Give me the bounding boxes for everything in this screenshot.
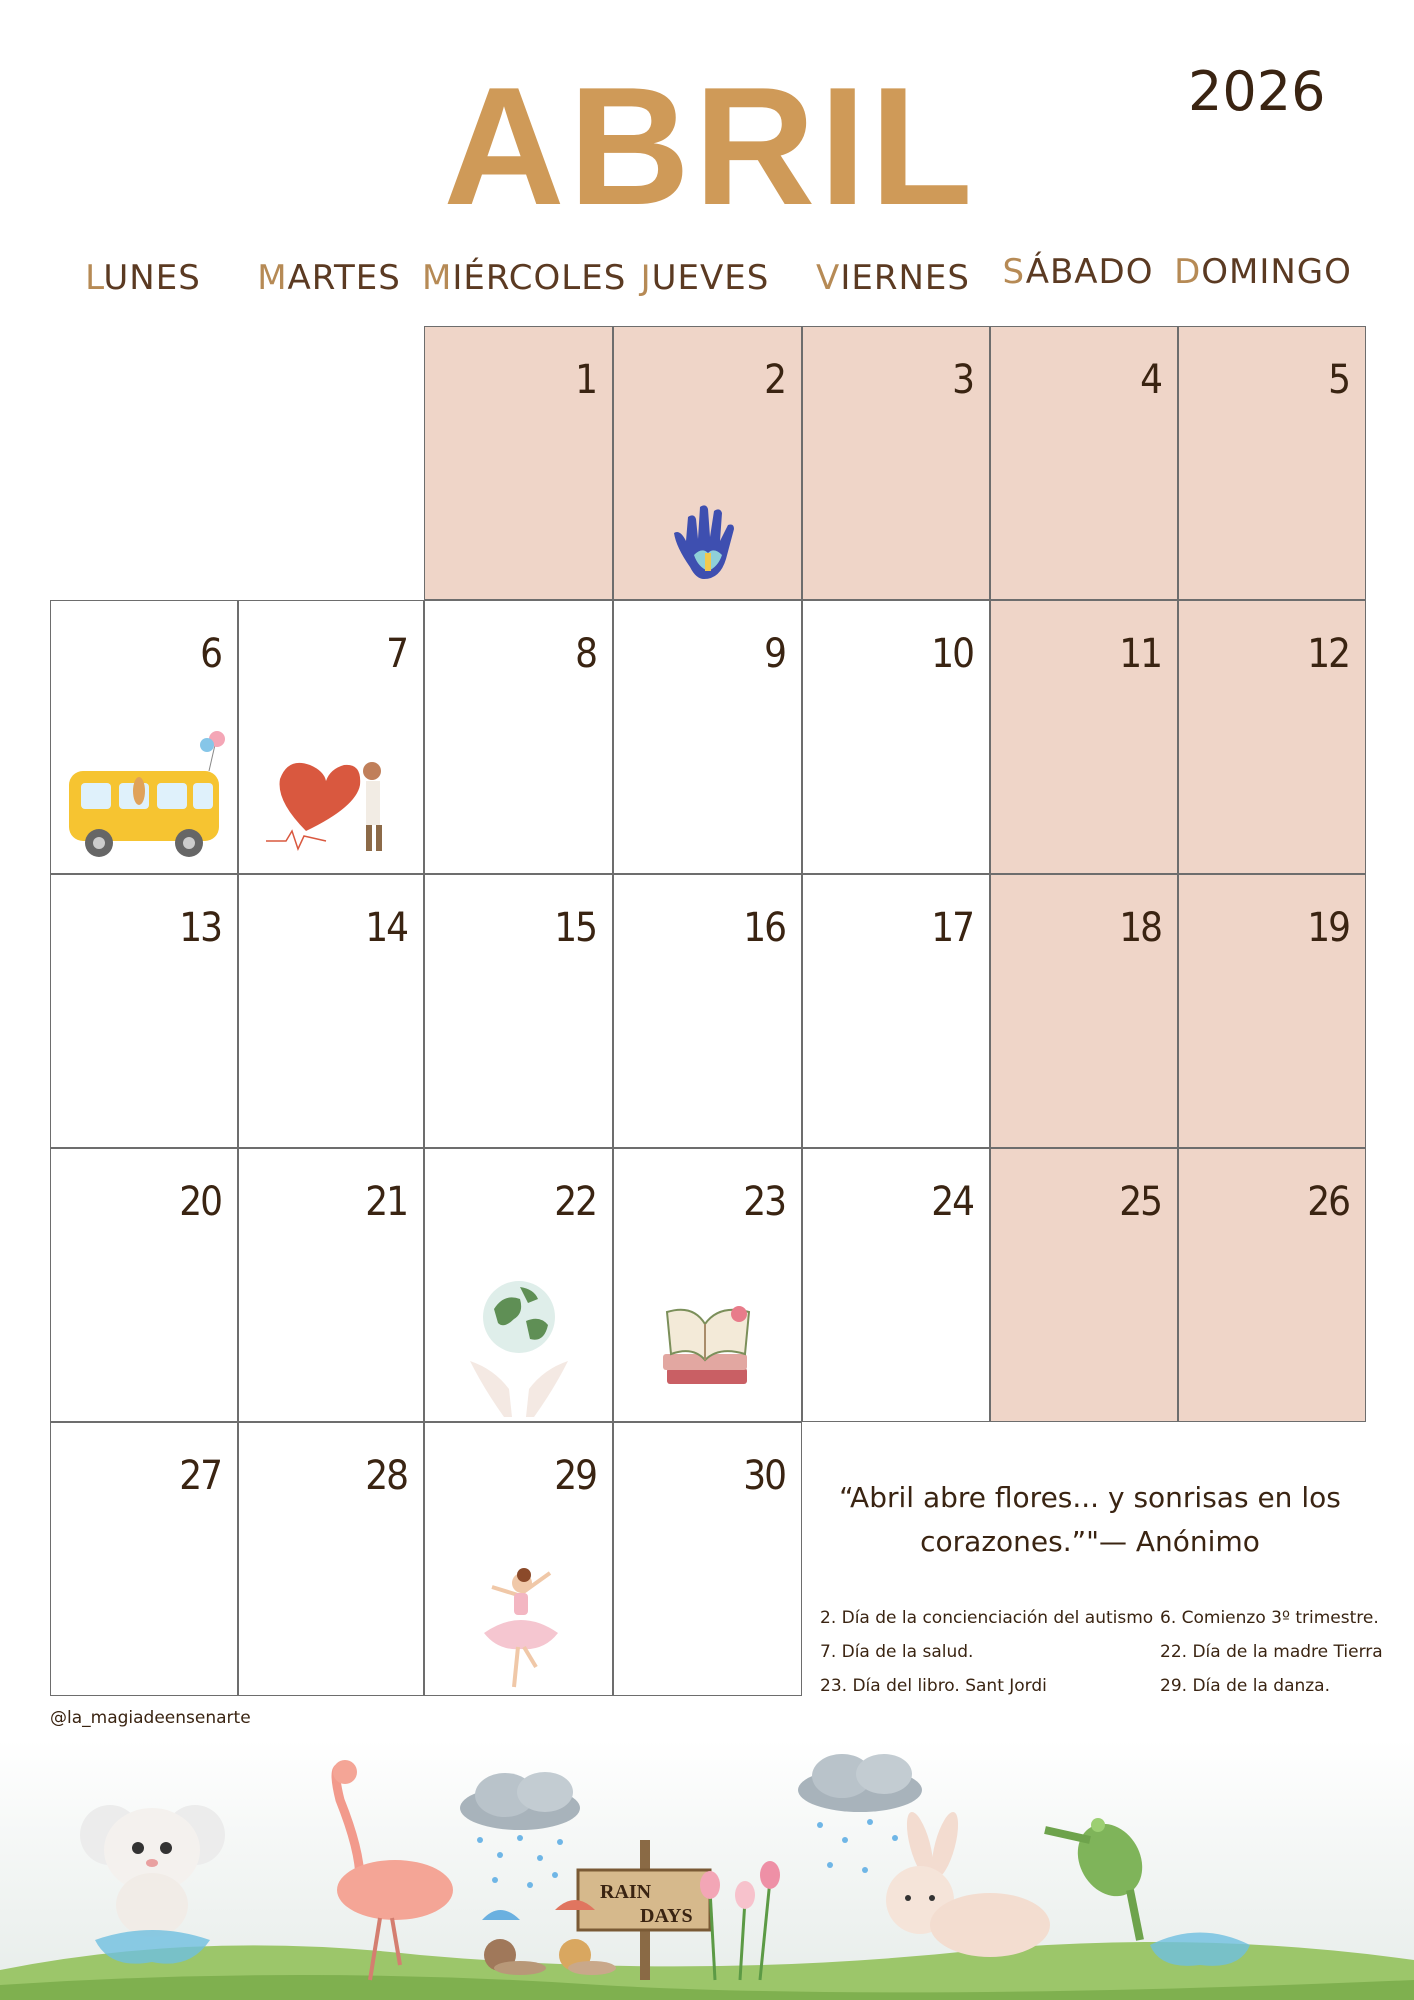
- calendar-day-cell[interactable]: [802, 326, 990, 600]
- event-item: 2. Día de la concienciación del autismo: [820, 1608, 1154, 1628]
- day-number: 26: [1307, 1179, 1349, 1225]
- weekday-tuesday: MARTES: [257, 258, 401, 298]
- day-number: 19: [1307, 905, 1349, 951]
- day-number: 28: [365, 1453, 407, 1499]
- calendar-day-cell[interactable]: [1178, 874, 1366, 1148]
- sign-text-rain: RAIN: [600, 1881, 652, 1903]
- calendar-day-cell[interactable]: [50, 600, 238, 874]
- earth-hands-icon: [425, 1269, 612, 1423]
- calendar-day-cell[interactable]: [1178, 600, 1366, 874]
- day-number: 7: [386, 631, 407, 677]
- day-number: 20: [179, 1179, 221, 1225]
- day-number: 11: [1119, 631, 1161, 677]
- weekday-wednesday: MIÉRCOLES: [422, 258, 627, 298]
- day-number: 3: [952, 357, 973, 403]
- calendar-day-cell[interactable]: [238, 1148, 424, 1422]
- calendar-day-cell[interactable]: [802, 874, 990, 1148]
- event-item: 6. Comienzo 3º trimestre.: [1160, 1608, 1379, 1628]
- calendar-day-cell[interactable]: [990, 326, 1178, 600]
- quote-line-1: “Abril abre flores... y sonrisas en los: [839, 1481, 1341, 1514]
- year-label: 2026: [1188, 60, 1326, 123]
- calendar-day-cell[interactable]: [424, 326, 613, 600]
- calendar-day-cell[interactable]: [50, 1422, 238, 1696]
- calendar-day-cell[interactable]: [613, 874, 802, 1148]
- day-number: 1: [575, 357, 596, 403]
- day-number: 25: [1119, 1179, 1161, 1225]
- calendar-day-cell[interactable]: [802, 600, 990, 874]
- calendar-day-cell[interactable]: [238, 600, 424, 874]
- day-number: 10: [931, 631, 973, 677]
- day-number: 2: [764, 357, 785, 403]
- calendar-day-cell[interactable]: [802, 1148, 990, 1422]
- day-number: 23: [743, 1179, 785, 1225]
- heart-health-icon: [239, 741, 423, 865]
- day-number: 9: [764, 631, 785, 677]
- day-number: 18: [1119, 905, 1161, 951]
- calendar-day-cell[interactable]: [238, 1422, 424, 1696]
- event-item: 7. Día de la salud.: [820, 1642, 974, 1662]
- weekday-friday: VIERNES: [816, 258, 970, 298]
- month-title: ABRIL: [443, 52, 977, 240]
- day-number: 12: [1307, 631, 1349, 677]
- sign-text-days: DAYS: [640, 1905, 693, 1927]
- autism-hand-icon: [614, 497, 801, 591]
- day-number: 8: [575, 631, 596, 677]
- calendar-day-cell[interactable]: [1178, 326, 1366, 600]
- weekday-monday: LUNES: [85, 258, 201, 298]
- weekday-header-row: [50, 252, 1360, 308]
- day-number: 15: [554, 905, 596, 951]
- event-item: 22. Día de la madre Tierra: [1160, 1642, 1383, 1662]
- calendar-day-cell[interactable]: [990, 600, 1178, 874]
- day-number: 5: [1328, 357, 1349, 403]
- calendar-day-cell[interactable]: [424, 874, 613, 1148]
- monthly-quote: [820, 1476, 1360, 1564]
- calendar-day-cell[interactable]: [50, 874, 238, 1148]
- weekday-saturday: SÁBADO: [1002, 252, 1154, 292]
- day-number: 16: [743, 905, 785, 951]
- day-number: 21: [365, 1179, 407, 1225]
- calendar-day-cell[interactable]: [990, 1148, 1178, 1422]
- event-item: 29. Día de la danza.: [1160, 1676, 1330, 1696]
- calendar-day-cell[interactable]: [50, 1148, 238, 1422]
- school-bus-icon: [51, 731, 237, 875]
- event-item: 23. Día del libro. Sant Jordi: [820, 1676, 1047, 1696]
- calendar-day-cell[interactable]: [424, 1148, 613, 1422]
- day-number: 17: [931, 905, 973, 951]
- books-icon: [614, 1294, 801, 1408]
- calendar-day-cell[interactable]: [424, 600, 613, 874]
- day-number: 14: [365, 905, 407, 951]
- day-number: 30: [743, 1453, 785, 1499]
- day-number: 4: [1140, 357, 1161, 403]
- author-credit: @la_magiadeensenarte: [50, 1708, 251, 1728]
- calendar-day-cell[interactable]: [613, 600, 802, 874]
- calendar-day-cell[interactable]: [1178, 1148, 1366, 1422]
- calendar-day-cell[interactable]: [424, 1422, 613, 1696]
- calendar-day-cell[interactable]: [238, 874, 424, 1148]
- month-title-svg: [443, 52, 977, 240]
- calendar-day-cell[interactable]: [613, 1148, 802, 1422]
- ballerina-icon: [425, 1563, 612, 1707]
- day-number: 22: [554, 1179, 596, 1225]
- quote-line-2: corazones.”"— Anónimo: [920, 1525, 1260, 1558]
- weekday-sunday: DOMINGO: [1174, 252, 1352, 292]
- calendar-day-cell[interactable]: [613, 326, 802, 600]
- month-title-area: [443, 52, 977, 240]
- day-number: 13: [179, 905, 221, 951]
- rainy-days-scene: [0, 1740, 1414, 2000]
- day-number: 24: [931, 1179, 973, 1225]
- day-number: 6: [200, 631, 221, 677]
- day-number: 27: [179, 1453, 221, 1499]
- calendar-day-cell[interactable]: [990, 874, 1178, 1148]
- calendar-day-cell[interactable]: [613, 1422, 802, 1696]
- day-number: 29: [554, 1453, 596, 1499]
- weekday-thursday: JUEVES: [640, 258, 770, 298]
